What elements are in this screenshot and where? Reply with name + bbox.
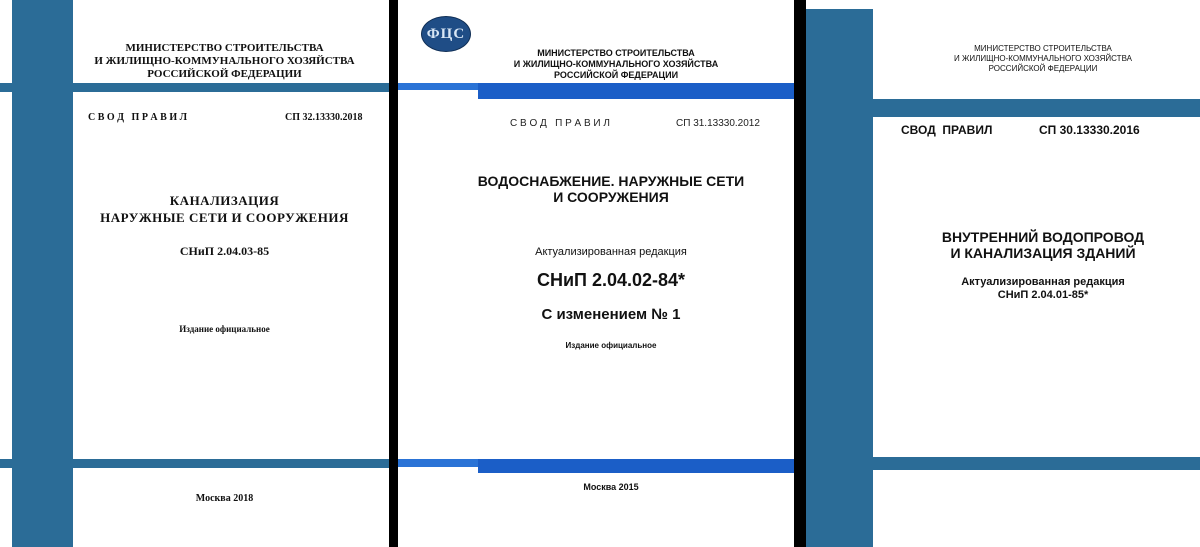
bottom-band (0, 459, 389, 468)
series-label: С В О Д П Р А В И Л (510, 118, 610, 129)
ministry-line: МИНИСТЕРСТВО СТРОИТЕЛЬСТВА (974, 44, 1112, 53)
title-line: ВНУТРЕННИЙ ВОДОПРОВОД (941, 229, 1145, 245)
city-year: Москва 2015 (583, 482, 639, 492)
ministry-block (60, 42, 389, 81)
title-line: ВОДОСНАБЖЕНИЕ. НАРУЖНЫЕ СЕТИ (477, 173, 745, 189)
top-band (0, 83, 389, 92)
cover-sp-31 (398, 0, 794, 547)
document-title (60, 192, 389, 226)
snip-code: СНиП 2.04.01-85* (997, 289, 1089, 301)
logo-text: ФЦС (426, 25, 466, 42)
top-band-dark (478, 83, 794, 99)
series-label: СВОД ПРАВИЛ (901, 123, 993, 137)
ministry-line: РОССИЙСКОЙ ФЕДЕРАЦИИ (988, 64, 1098, 73)
revision-label: Актуализированная редакция (535, 246, 687, 258)
title-line: КАНАЛИЗАЦИЯ (169, 193, 280, 208)
vertical-stripe (806, 9, 873, 547)
ministry-line: РОССИЙСКОЙ ФЕДЕРАЦИИ (147, 68, 302, 80)
edition-label: Издание официальное (565, 341, 657, 350)
ministry-line: МИНИСТЕРСТВО СТРОИТЕЛЬСТВА (125, 42, 324, 54)
document-code: СП 32.13330.2018 (285, 112, 363, 123)
ministry-line: И ЖИЛИЩНО-КОММУНАЛЬНОГО ХОЗЯЙСТВА (513, 59, 719, 69)
revision-label: Актуализированная редакция (961, 276, 1125, 288)
ministry-block (438, 48, 794, 81)
cover-sp-32 (0, 0, 389, 547)
ministry-line: И ЖИЛИЩНО-КОММУНАЛЬНОГО ХОЗЯЙСТВА (94, 55, 355, 67)
series-label: С В О Д П Р А В И Л (88, 112, 188, 123)
city-year: Москва 2018 (195, 493, 254, 504)
document-code: СП 30.13330.2016 (1039, 123, 1140, 137)
title-line: И СООРУЖЕНИЯ (553, 189, 669, 205)
document-title (428, 173, 794, 205)
amendment-label: С изменением № 1 (541, 306, 681, 323)
ministry-line: РОССИЙСКОЙ ФЕДЕРАЦИИ (553, 70, 679, 80)
fcs-logo (421, 16, 471, 52)
ministry-block (886, 44, 1200, 74)
ministry-line: МИНИСТЕРСТВО СТРОИТЕЛЬСТВА (537, 48, 695, 58)
title-line: И КАНАЛИЗАЦИЯ ЗДАНИЙ (950, 245, 1136, 261)
top-band-dark (873, 99, 1200, 117)
revision-block (886, 276, 1200, 302)
document-title (886, 229, 1200, 261)
snip-code: СНиП 2.04.02-84* (536, 270, 686, 290)
bottom-band-dark (478, 459, 794, 473)
title-line: НАРУЖНЫЕ СЕТИ И СООРУЖЕНИЯ (100, 210, 349, 225)
bottom-band-dark (873, 457, 1200, 470)
cover-sp-30 (806, 0, 1200, 547)
ministry-line: И ЖИЛИЩНО-КОММУНАЛЬНОГО ХОЗЯЙСТВА (954, 54, 1132, 63)
snip-code: СНиП 2.04.03-85 (179, 244, 270, 258)
document-code: СП 31.13330.2012 (676, 118, 760, 129)
edition-label: Издание официальное (179, 324, 270, 334)
